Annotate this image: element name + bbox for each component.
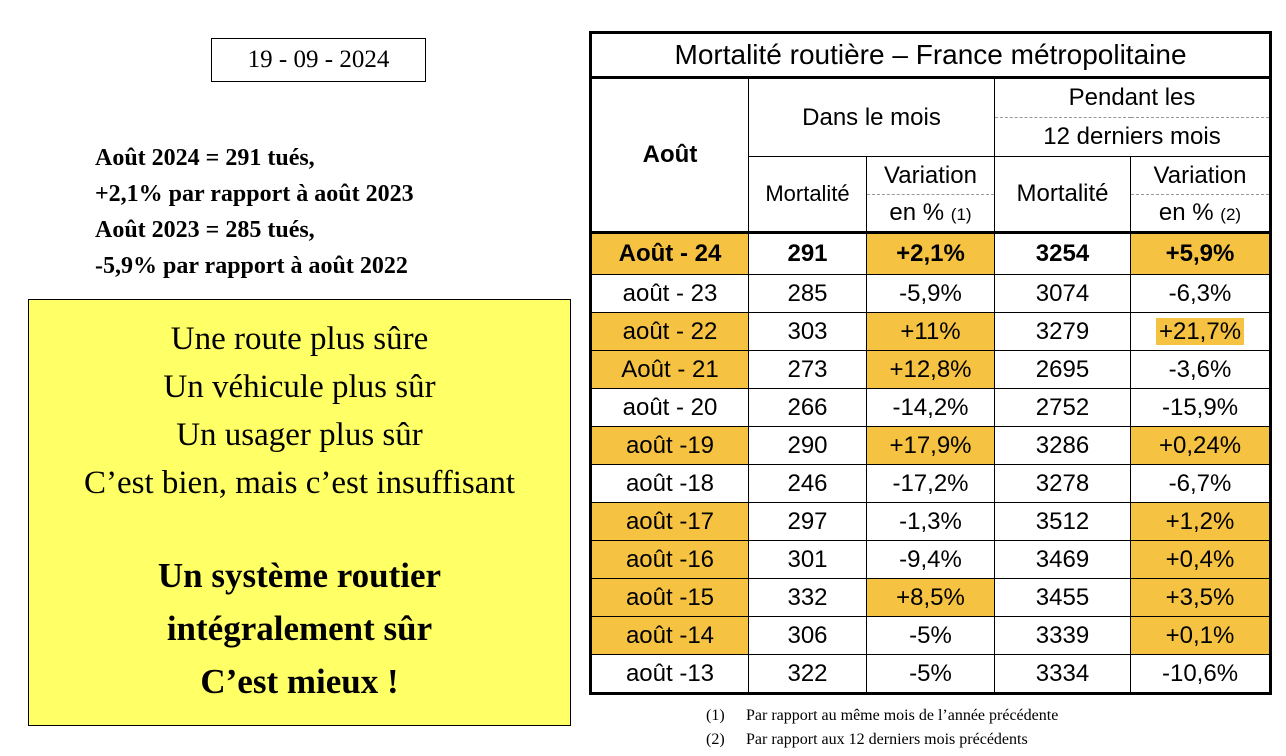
date-box: [211, 38, 426, 82]
row-variation-12m: -15,9%: [1131, 389, 1271, 427]
table-row: [591, 655, 1271, 694]
row-label: août -13: [591, 655, 749, 694]
row-variation-12m: [1131, 313, 1271, 351]
row-mortalite-12m: 3286: [995, 427, 1131, 465]
header-variation-12m-line1: Variation: [1131, 157, 1269, 195]
row-variation: -14,2%: [867, 389, 995, 427]
footnotes: [706, 704, 1058, 752]
header-mortalite-12m: Mortalité: [995, 157, 1131, 233]
row-mortalite: 285: [749, 275, 867, 313]
footnote-number: (1): [706, 707, 725, 724]
row-mortalite: 322: [749, 655, 867, 694]
header-group-12m-line2: 12 derniers mois: [995, 118, 1271, 157]
row-mortalite: 246: [749, 465, 867, 503]
table-title: Mortalité routière – France métropolitaine: [591, 33, 1271, 78]
row-variation-12m: -6,3%: [1131, 275, 1271, 313]
table-row: [591, 617, 1271, 655]
row-mortalite: 291: [749, 233, 867, 275]
row-mortalite: 306: [749, 617, 867, 655]
footnote-number: (2): [706, 731, 725, 748]
table-row: [591, 389, 1271, 427]
row-mortalite: 303: [749, 313, 867, 351]
row-mortalite: 301: [749, 541, 867, 579]
mortality-table-wrap: [589, 31, 1269, 695]
header-month: Août: [591, 78, 749, 233]
summary-line: -5,9% par rapport à août 2022: [95, 253, 408, 279]
row-label: août -14: [591, 617, 749, 655]
row-variation-12m-value: +21,7%: [1156, 318, 1244, 345]
summary-line: Août 2024 = 291 tués,: [95, 145, 315, 171]
header-variation-line2: en %: [889, 199, 945, 226]
footnote: [706, 728, 1058, 752]
summary-block: [95, 140, 414, 284]
slogan-strong-line: Un système routier: [157, 556, 442, 595]
row-label: août - 22: [591, 313, 749, 351]
row-variation-12m: +0,4%: [1131, 541, 1271, 579]
table-row: [591, 541, 1271, 579]
table-row: [591, 503, 1271, 541]
row-variation-12m: +0,1%: [1131, 617, 1271, 655]
table-row: [591, 465, 1271, 503]
row-variation: -17,2%: [867, 465, 995, 503]
header-group-month: Dans le mois: [749, 78, 995, 157]
row-variation-12m: -10,6%: [1131, 655, 1271, 694]
footnote: [706, 704, 1058, 728]
row-variation: +11%: [867, 313, 995, 351]
slogan-line: Une route plus sûre: [170, 321, 429, 357]
summary-line: +2,1% par rapport à août 2023: [95, 181, 414, 207]
table-row: [591, 579, 1271, 617]
row-label: août -17: [591, 503, 749, 541]
row-label: août - 20: [591, 389, 749, 427]
row-mortalite-12m: 2752: [995, 389, 1131, 427]
row-mortalite-12m: 3254: [995, 233, 1131, 275]
row-label: août -15: [591, 579, 749, 617]
row-mortalite: 273: [749, 351, 867, 389]
header-group-12m-line1: Pendant les: [995, 78, 1271, 118]
row-variation: -1,3%: [867, 503, 995, 541]
table-row: [591, 427, 1271, 465]
row-label: août -19: [591, 427, 749, 465]
slogan-line: Un usager plus sûr: [176, 417, 423, 453]
row-variation: -9,4%: [867, 541, 995, 579]
mortality-table: [589, 31, 1272, 695]
row-mortalite-12m: 3074: [995, 275, 1131, 313]
footnote-text: Par rapport au même mois de l’année précédente: [746, 707, 1059, 724]
row-variation: +12,8%: [867, 351, 995, 389]
row-variation-12m: +0,24%: [1131, 427, 1271, 465]
row-label: août - 23: [591, 275, 749, 313]
row-mortalite-12m: 3334: [995, 655, 1131, 694]
row-mortalite: 290: [749, 427, 867, 465]
row-label: août -18: [591, 465, 749, 503]
row-mortalite: 266: [749, 389, 867, 427]
row-variation: +2,1%: [867, 233, 995, 275]
header-note-2: (2): [1220, 205, 1242, 224]
row-mortalite-12m: 3469: [995, 541, 1131, 579]
row-variation: +8,5%: [867, 579, 995, 617]
slogan-strong-line: intégralement sûr: [166, 609, 433, 648]
slogan-line: Un véhicule plus sûr: [163, 369, 436, 405]
row-variation: -5%: [867, 617, 995, 655]
header-variation: [867, 157, 995, 233]
row-label: août -16: [591, 541, 749, 579]
row-variation: +17,9%: [867, 427, 995, 465]
row-variation-12m: -3,6%: [1131, 351, 1271, 389]
row-mortalite-12m: 2695: [995, 351, 1131, 389]
row-mortalite: 297: [749, 503, 867, 541]
row-variation-12m: +5,9%: [1131, 233, 1271, 275]
row-mortalite-12m: 3339: [995, 617, 1131, 655]
header-mortalite: Mortalité: [749, 157, 867, 233]
header-variation-line1: Variation: [867, 157, 994, 195]
row-mortalite-12m: 3278: [995, 465, 1131, 503]
slogan-line: C’est bien, mais c’est insuffisant: [83, 465, 516, 501]
row-variation-12m: +1,2%: [1131, 503, 1271, 541]
table-row: [591, 275, 1271, 313]
slogan-strong-line: C’est mieux !: [200, 662, 399, 701]
row-label: Août - 21: [591, 351, 749, 389]
table-row: [591, 233, 1271, 275]
row-mortalite-12m: 3512: [995, 503, 1131, 541]
summary-line: Août 2023 = 285 tués,: [95, 217, 315, 243]
slogan-box: [28, 299, 571, 726]
row-variation-12m: -6,7%: [1131, 465, 1271, 503]
date-text: 19 - 09 - 2024: [247, 46, 390, 73]
header-variation-12m-line2: en %: [1158, 199, 1214, 226]
row-mortalite: 332: [749, 579, 867, 617]
table-row: [591, 313, 1271, 351]
row-variation: -5%: [867, 655, 995, 694]
row-mortalite-12m: 3455: [995, 579, 1131, 617]
footnote-text: Par rapport aux 12 derniers mois précédents: [746, 731, 1028, 748]
header-variation-12m: [1131, 157, 1271, 233]
table-row: [591, 351, 1271, 389]
row-variation: -5,9%: [867, 275, 995, 313]
row-mortalite-12m: 3279: [995, 313, 1131, 351]
row-variation-12m: +3,5%: [1131, 579, 1271, 617]
header-note-1: (1): [950, 205, 972, 224]
row-label: Août - 24: [591, 233, 749, 275]
